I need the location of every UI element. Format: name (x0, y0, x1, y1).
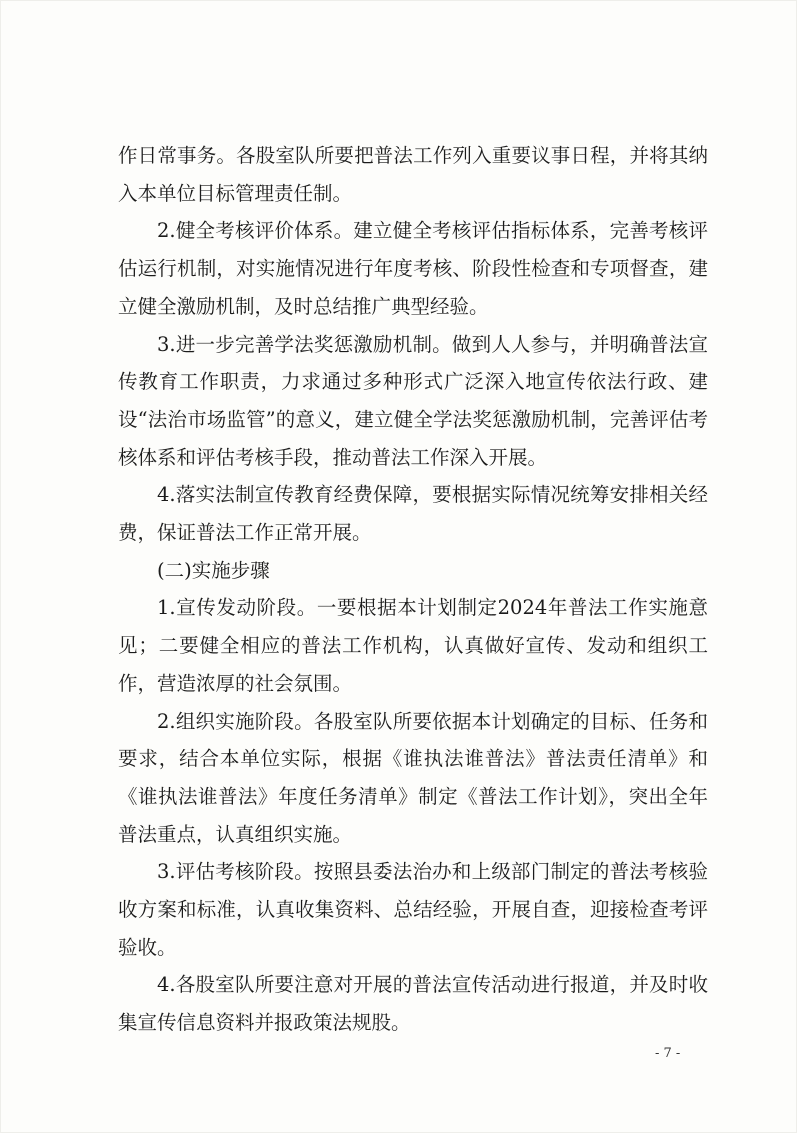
paragraph-assessment-system: 2.健全考核评价体系。建立健全考核评估指标体系，完善考核评估运行机制，对实施情况进行年度考核、阶段性检查和专项督查，建立健全激励机制，及时总结推广典型经验。 (118, 219, 708, 318)
paragraph-implementation-stage: 2.组织实施阶段。各股室队所要依据本计划确定的目标、任务和要求，结合本单位实际，根据《谁执法谁普法》普法责任清单》和《谁执法谁普法》年度任务清单》制定《普法工作计划》，突出全年普法重点，认真组织实施。 (118, 709, 708, 846)
paragraph-reporting: 4.各股室队所要注意对开展的普法宣传活动进行报道，并及时收集宣传信息资料并报政策法规股。 (118, 973, 708, 1035)
section-heading-implementation-steps: (二)实施步骤 (157, 558, 270, 582)
paragraph-continuation: 作日常事务。各股室队所要把普法工作列入重要议事日程，并将其纳入本单位目标管理责任制。 (118, 144, 708, 205)
paragraph-evaluation-stage: 3.评估考核阶段。按照县委法治办和上级部门制定的普法考核验收方案和标准，认真收集资料、总结经验，开展自查，迎接检查考评验收。 (118, 860, 708, 959)
document-body (118, 137, 708, 1042)
paragraph-funding-guarantee: 4.落实法制宣传教育经费保障，要根据实际情况统筹安排相关经费，保证普法工作正常开展。 (118, 483, 708, 545)
page-number: - 7 - (655, 1046, 681, 1061)
paragraph-publicity-stage: 1.宣传发动阶段。一要根据本计划制定2024年普法工作实施意见；二要健全相应的普法工作机构，认真做好宣传、发动和组织工作，营造浓厚的社会氛围。 (118, 596, 708, 695)
paragraph-incentive-mechanism: 3.进一步完善学法奖惩激励机制。做到人人参与，并明确普法宣传教育工作职责，力求通过多种形式广泛深入地宣传依法行政、建设“法治市场监管”的意义，建立健全学法奖惩激励机制，完善评估考核体系和评估考核手段，推动普法工作深入开展。 (118, 332, 708, 469)
